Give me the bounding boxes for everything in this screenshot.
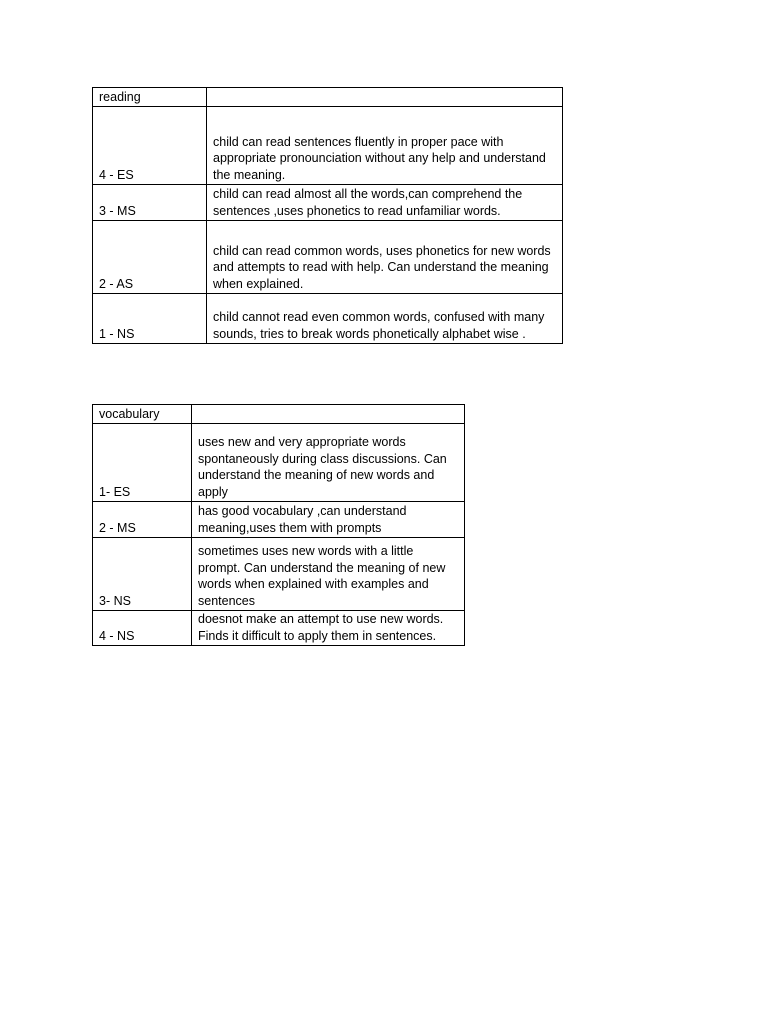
level-cell[interactable]: 4 - ES bbox=[93, 107, 207, 185]
description-cell[interactable]: doesnot make an attempt to use new words. Finds it difficult to apply them in sentences. bbox=[192, 611, 465, 646]
table-header-row bbox=[93, 88, 563, 107]
vocabulary-header-cell[interactable]: vocabulary bbox=[93, 405, 192, 424]
description-cell[interactable]: has good vocabulary ,can understand meaning,uses them with prompts bbox=[192, 502, 465, 538]
reading-header-value-cell[interactable] bbox=[207, 88, 563, 107]
level-cell[interactable]: 1 - NS bbox=[93, 294, 207, 344]
table-row bbox=[93, 185, 563, 221]
level-cell[interactable]: 4 - NS bbox=[93, 611, 192, 646]
level-cell[interactable]: 2 - AS bbox=[93, 221, 207, 294]
reading-rubric-table bbox=[92, 87, 563, 344]
vocabulary-rubric-table bbox=[92, 404, 465, 646]
description-cell[interactable]: sometimes uses new words with a little prompt. Can understand the meaning of new words when explained with examples and sentences bbox=[192, 538, 465, 611]
table-row bbox=[93, 611, 465, 646]
level-cell[interactable]: 3 - MS bbox=[93, 185, 207, 221]
level-cell[interactable]: 1- ES bbox=[93, 424, 192, 502]
table-header-row bbox=[93, 405, 465, 424]
table-row bbox=[93, 107, 563, 185]
table-row bbox=[93, 221, 563, 294]
description-cell[interactable]: child can read common words, uses phonetics for new words and attempts to read with help. Can understand the meaning when explained. bbox=[207, 221, 563, 294]
table-row bbox=[93, 502, 465, 538]
reading-header-cell[interactable]: reading bbox=[93, 88, 207, 107]
description-cell[interactable]: child can read almost all the words,can comprehend the sentences ,uses phonetics to read unfamiliar words. bbox=[207, 185, 563, 221]
table-row bbox=[93, 294, 563, 344]
description-cell[interactable]: child cannot read even common words, confused with many sounds, tries to break words phonetically alphabet wise . bbox=[207, 294, 563, 344]
level-cell[interactable]: 2 - MS bbox=[93, 502, 192, 538]
level-cell[interactable]: 3- NS bbox=[93, 538, 192, 611]
description-cell[interactable]: child can read sentences fluently in proper pace with appropriate pronounciation without any help and understand the meaning. bbox=[207, 107, 563, 185]
vocabulary-header-value-cell[interactable] bbox=[192, 405, 465, 424]
table-row bbox=[93, 538, 465, 611]
table-row bbox=[93, 424, 465, 502]
description-cell[interactable]: uses new and very appropriate words spontaneously during class discussions. Can understand the meaning of new words and apply bbox=[192, 424, 465, 502]
